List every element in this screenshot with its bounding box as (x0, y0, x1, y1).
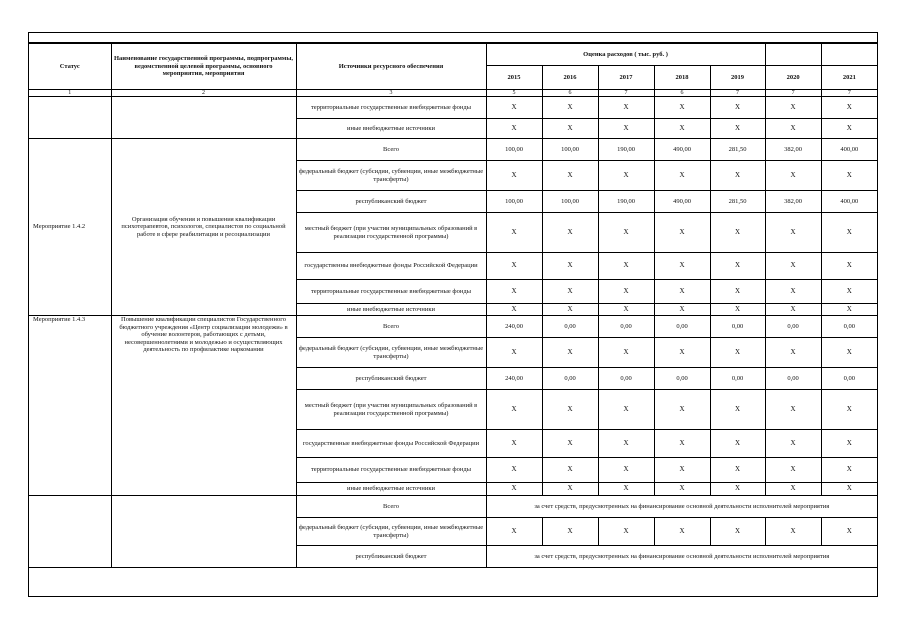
value-cell: X (486, 213, 542, 253)
colnum: 7 (710, 90, 765, 97)
year-2016: 2016 (542, 66, 598, 90)
header-sources: Источники ресурсного обеспечения (296, 44, 486, 90)
value-cell: 100,00 (486, 139, 542, 161)
value-cell: X (765, 97, 821, 119)
value-cell: X (486, 338, 542, 368)
source-republic: республиканский бюджет (296, 191, 486, 213)
status-measure-1-4-2: Мероприятие 1.4.2 (29, 139, 111, 316)
value-cell: X (542, 304, 598, 316)
value-cell: X (765, 213, 821, 253)
value-cell: X (598, 213, 654, 253)
value-cell: X (542, 253, 598, 280)
value-cell: X (598, 458, 654, 483)
sheet-top-band (29, 33, 877, 43)
source-territorial: территориальные государственные внебюджетные фонды (296, 280, 486, 304)
value-cell: X (598, 518, 654, 546)
colnum: 5 (486, 90, 542, 97)
resource-table (29, 43, 877, 568)
value-cell: X (765, 518, 821, 546)
value-cell: X (821, 119, 877, 139)
value-cell: 0,00 (598, 316, 654, 338)
value-cell: X (821, 161, 877, 191)
value-cell: 382,00 (765, 191, 821, 213)
year-2019: 2019 (710, 66, 765, 90)
value-cell: X (654, 483, 710, 496)
value-cell: X (710, 338, 765, 368)
value-cell: X (542, 518, 598, 546)
value-cell: X (765, 390, 821, 430)
value-cell: X (710, 458, 765, 483)
year-2020: 2020 (765, 66, 821, 90)
value-cell: 490,00 (654, 191, 710, 213)
value-cell: 0,00 (710, 368, 765, 390)
source-republic: республиканский бюджет (296, 546, 486, 568)
value-cell: 0,00 (710, 316, 765, 338)
source-state-funds: государственны внебюджетные фонды Российской Федерации (296, 253, 486, 280)
value-cell: X (710, 119, 765, 139)
value-cell: 190,00 (598, 139, 654, 161)
source-total: Всего (296, 316, 486, 338)
name-cell-empty (111, 97, 296, 139)
value-cell: X (654, 304, 710, 316)
source-territorial: территориальные государственные внебюджетные фонды (296, 458, 486, 483)
year-2017: 2017 (598, 66, 654, 90)
value-cell: X (598, 430, 654, 458)
value-cell: X (542, 390, 598, 430)
colnum: 7 (821, 90, 877, 97)
document-sheet (28, 32, 878, 597)
value-cell: X (598, 280, 654, 304)
value-cell: X (598, 253, 654, 280)
value-cell: X (542, 161, 598, 191)
value-cell: X (821, 304, 877, 316)
value-cell: 400,00 (821, 191, 877, 213)
value-cell: X (542, 483, 598, 496)
status-cell-empty (29, 496, 111, 568)
source-territorial: территориальные государственные внебюджетные фонды (296, 97, 486, 119)
value-cell: X (821, 213, 877, 253)
value-cell: X (486, 458, 542, 483)
value-cell: X (598, 97, 654, 119)
value-cell: X (765, 280, 821, 304)
colnum: 1 (29, 90, 111, 97)
value-cell: X (710, 161, 765, 191)
value-cell: 0,00 (542, 316, 598, 338)
value-cell: X (486, 280, 542, 304)
status-cell-empty (29, 97, 111, 139)
source-federal: федеральный бюджет (субсидии, субвенции, иные межбюджетные трансферты) (296, 338, 486, 368)
value-cell: X (765, 458, 821, 483)
colnum: 7 (765, 90, 821, 97)
value-cell: X (654, 213, 710, 253)
value-cell: X (765, 119, 821, 139)
value-cell: X (598, 338, 654, 368)
header-estimate: Оценка расходов ( тыс. руб. ) (486, 44, 765, 66)
value-cell: 100,00 (542, 191, 598, 213)
value-cell: X (542, 458, 598, 483)
value-cell: X (598, 304, 654, 316)
header-status: Статус (29, 44, 111, 90)
value-cell: X (710, 97, 765, 119)
value-cell: 0,00 (821, 368, 877, 390)
value-cell: X (486, 304, 542, 316)
value-cell: X (654, 430, 710, 458)
value-cell: X (710, 213, 765, 253)
name-measure-1-4-3: Повышение квалификации специалистов Государственного бюджетного учреждения «Центр социализации молодежи» в обучение волонтеров, работающих с детьми, несовершеннолетними и молодежью и осуществляющих деятельность по профилактике наркомании (111, 316, 296, 496)
source-other: иные внебюджетные источники (296, 119, 486, 139)
value-cell: 100,00 (486, 191, 542, 213)
value-cell: X (710, 483, 765, 496)
value-cell: X (710, 280, 765, 304)
header-name: Наименование государственной программы, подпрограммы, ведомственной целевой программы, основного мероприятия, мероприятия (111, 44, 296, 90)
value-cell: X (542, 338, 598, 368)
header-blank-2020 (765, 44, 821, 66)
source-state-funds: государственные внебюджетные фонды Российской Федерации (296, 430, 486, 458)
source-other: иные внебюджетные источники (296, 483, 486, 496)
value-cell: 281,50 (710, 139, 765, 161)
source-republic: республиканский бюджет (296, 368, 486, 390)
value-cell: X (654, 338, 710, 368)
name-cell-empty (111, 496, 296, 568)
value-cell: X (486, 430, 542, 458)
value-cell: X (486, 390, 542, 430)
value-cell: 0,00 (765, 316, 821, 338)
value-cell: X (486, 161, 542, 191)
value-cell: X (710, 253, 765, 280)
value-cell: 0,00 (542, 368, 598, 390)
value-cell: X (765, 338, 821, 368)
value-cell: X (765, 304, 821, 316)
source-total: Всего (296, 496, 486, 518)
value-cell: X (821, 458, 877, 483)
value-cell: X (821, 518, 877, 546)
colnum: 7 (598, 90, 654, 97)
value-cell: X (654, 161, 710, 191)
colnum: 6 (654, 90, 710, 97)
value-cell: X (821, 390, 877, 430)
value-cell: X (765, 483, 821, 496)
value-cell: X (598, 161, 654, 191)
value-cell: X (765, 253, 821, 280)
value-cell: X (598, 119, 654, 139)
value-cell: 0,00 (821, 316, 877, 338)
value-cell: X (486, 518, 542, 546)
source-local: местный бюджет (при участии муниципальных образований в реализации государственной программы) (296, 213, 486, 253)
value-cell: X (542, 97, 598, 119)
value-cell: X (765, 430, 821, 458)
value-cell: X (542, 280, 598, 304)
source-federal: федеральный бюджет (субсидии, субвенции, иные межбюджетные трансферты) (296, 161, 486, 191)
value-cell: X (654, 253, 710, 280)
colnum: 3 (296, 90, 486, 97)
value-cell: X (821, 338, 877, 368)
value-cell: X (821, 483, 877, 496)
value-cell: X (654, 518, 710, 546)
value-cell: 400,00 (821, 139, 877, 161)
value-cell: X (821, 97, 877, 119)
value-cell: 240,00 (486, 316, 542, 338)
value-cell: X (542, 119, 598, 139)
funding-note: за счет средств, предусмотренных на финансирование основной деятельности исполнителей мероприятия (486, 496, 877, 518)
value-cell: X (710, 430, 765, 458)
value-cell: X (598, 483, 654, 496)
value-cell: 240,00 (486, 368, 542, 390)
source-federal: федеральный бюджет (субсидии, субвенции, иные межбюджетные трансферты) (296, 518, 486, 546)
value-cell: X (486, 253, 542, 280)
value-cell: X (710, 390, 765, 430)
value-cell: X (654, 390, 710, 430)
year-2015: 2015 (486, 66, 542, 90)
name-measure-1-4-2: Организация обучения и повышения квалификации психотерапевтов, психологов, специалистов по социальной работе в сфере реабилитации и ресоциализации (111, 139, 296, 316)
value-cell: X (542, 430, 598, 458)
value-cell: 0,00 (654, 316, 710, 338)
year-2021: 2021 (821, 66, 877, 90)
value-cell: X (486, 483, 542, 496)
value-cell: 190,00 (598, 191, 654, 213)
value-cell: X (821, 430, 877, 458)
value-cell: X (598, 390, 654, 430)
value-cell: X (486, 97, 542, 119)
value-cell: X (654, 458, 710, 483)
value-cell: 100,00 (542, 139, 598, 161)
header-blank-2021 (821, 44, 877, 66)
colnum: 6 (542, 90, 598, 97)
source-other: иные внебюджетные источники (296, 304, 486, 316)
value-cell: X (654, 97, 710, 119)
year-2018: 2018 (654, 66, 710, 90)
value-cell: X (542, 213, 598, 253)
value-cell: 490,00 (654, 139, 710, 161)
value-cell: 281,50 (710, 191, 765, 213)
value-cell: X (821, 253, 877, 280)
value-cell: X (710, 518, 765, 546)
value-cell: X (486, 119, 542, 139)
value-cell: X (765, 161, 821, 191)
value-cell: X (654, 119, 710, 139)
status-measure-1-4-3: Мероприятие 1.4.3 (29, 316, 111, 496)
value-cell: X (821, 280, 877, 304)
colnum: 2 (111, 90, 296, 97)
value-cell: 0,00 (598, 368, 654, 390)
source-local: местный бюджет (при участии муниципальных образований в реализации государственной программы) (296, 390, 486, 430)
value-cell: 382,00 (765, 139, 821, 161)
value-cell: 0,00 (765, 368, 821, 390)
value-cell: X (654, 280, 710, 304)
value-cell: X (710, 304, 765, 316)
source-total: Всего (296, 139, 486, 161)
value-cell: 0,00 (654, 368, 710, 390)
funding-note: за счет средств, предусмотренных на финансирование основной деятельности исполнителей мероприятия (486, 546, 877, 568)
